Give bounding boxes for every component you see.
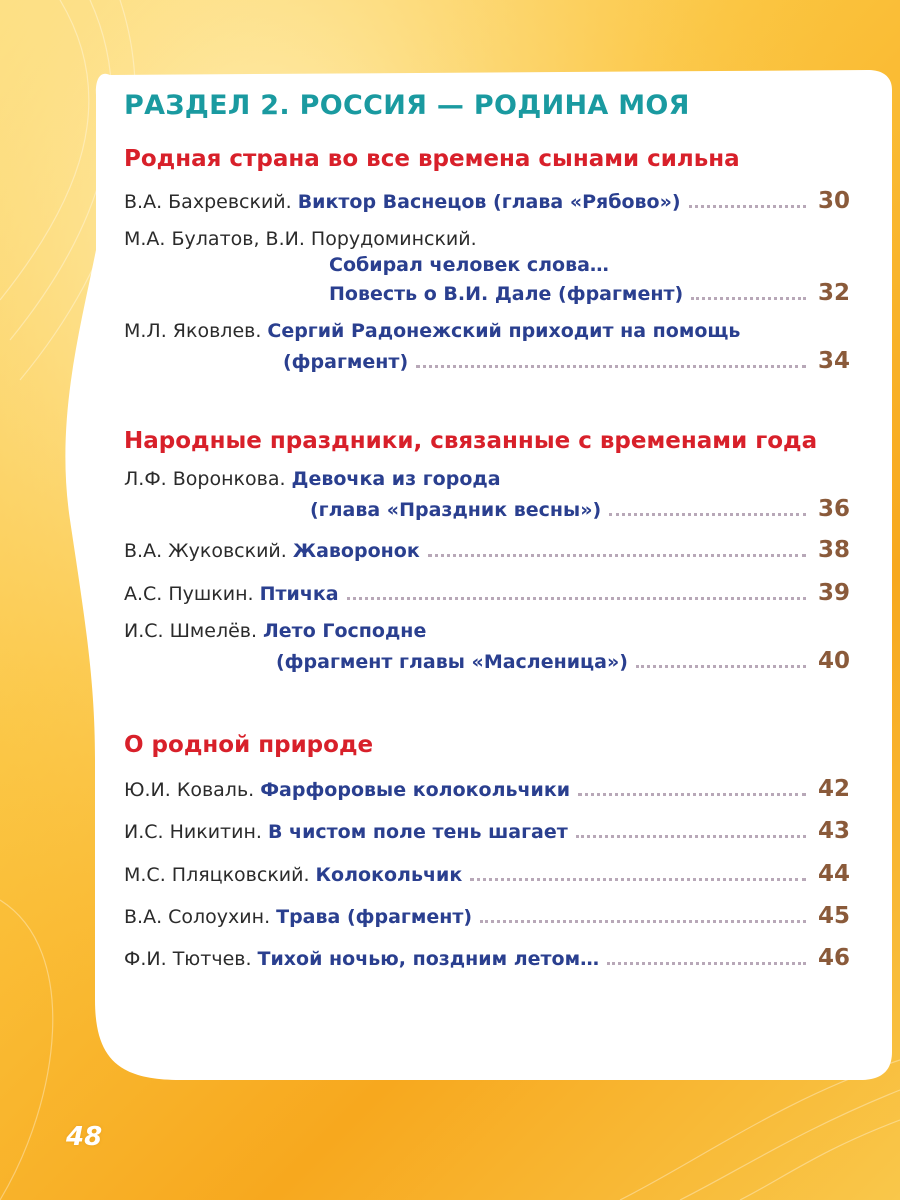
entry-author: В.А. Солоухин. [124,906,271,928]
entry-page: 34 [817,348,850,374]
entry-author: М.С. Пляцковский. [124,864,310,886]
toc-entry[interactable] [124,945,850,979]
toc-entry[interactable] [124,580,850,614]
entry-work: (фрагмент главы «Масленица») [276,651,628,673]
entry-work: Виктор Васнецов (глава «Рябово») [297,191,681,213]
entry-author: И.С. Никитин. [124,821,262,843]
entry-page: 38 [817,537,850,563]
entry-author: А.С. Пушкин. [124,583,254,605]
entry-page: 40 [817,648,850,674]
entry-author: М.А. Булатов, В.И. Порудоминский. [124,228,477,250]
toc-entry[interactable] [124,648,850,682]
entry-page: 30 [817,188,850,214]
toc-entry[interactable] [124,818,850,852]
toc-entry[interactable] [124,280,850,314]
toc-entry[interactable] [124,188,850,222]
toc-entry[interactable] [124,537,850,571]
entry-page: 46 [817,945,850,971]
entry-work: Фарфоровые колокольчики [260,779,571,801]
entry-author: В.А. Бахревский. [124,191,292,213]
entry-work: Сергий Радонежский приходит на помощь [267,320,741,342]
dot-leader [691,296,806,300]
dot-leader [480,919,806,923]
entry-author: И.С. Шмелёв. [124,620,258,642]
dot-leader [470,877,806,881]
toc-entry[interactable] [124,861,850,895]
entry-work: В чистом поле тень шагает [267,821,568,843]
dot-leader [416,364,806,368]
entry-work: (фрагмент) [283,351,409,373]
dot-leader [576,834,806,838]
subsection-title: О родной природе [124,732,374,758]
entry-page: 42 [817,776,850,802]
entry-author: М.Л. Яковлев. [124,320,262,342]
entry-author: В.А. Жуковский. [124,540,287,562]
entry-work: Собирал человек слова… [329,254,609,276]
dot-leader [428,553,806,557]
entry-author: Ф.И. Тютчев. [124,948,252,970]
entry-page: 45 [817,903,850,929]
entry-work: Птичка [259,583,339,605]
dot-leader [689,204,806,208]
entry-page: 32 [817,280,850,306]
entry-work: Трава (фрагмент) [276,906,473,928]
toc-entry[interactable] [124,348,850,382]
entry-page: 36 [817,496,850,522]
entry-page: 43 [817,818,850,844]
toc-entry[interactable] [124,776,850,810]
entry-work: (глава «Праздник весны») [310,499,602,521]
subsection-title: Народные праздники, связанные с временами года [124,428,818,454]
entry-page: 44 [817,861,850,887]
entry-work: Девочка из города [291,468,501,490]
toc-entry[interactable] [124,496,850,530]
subsection-title: Родная страна во все времена сынами сильна [124,146,740,172]
entry-author: Л.Ф. Воронкова. [124,468,286,490]
entry-work: Лето Господне [263,620,427,642]
dot-leader [636,664,806,668]
section-title: РАЗДЕЛ 2. РОССИЯ — РОДИНА МОЯ [124,90,690,121]
entry-work: Тихой ночью, поздним летом… [257,948,600,970]
dot-leader [578,792,806,796]
dot-leader [607,961,806,965]
entry-work: Повесть о В.И. Дале (фрагмент) [329,283,684,305]
entry-page: 39 [817,580,850,606]
entry-author: Ю.И. Коваль. [124,779,255,801]
toc-entry[interactable] [124,903,850,937]
dot-leader [347,596,806,600]
entry-work: Жаворонок [292,540,420,562]
page-number: 48 [66,1122,103,1152]
dot-leader [609,512,806,516]
entry-work: Колокольчик [315,864,463,886]
